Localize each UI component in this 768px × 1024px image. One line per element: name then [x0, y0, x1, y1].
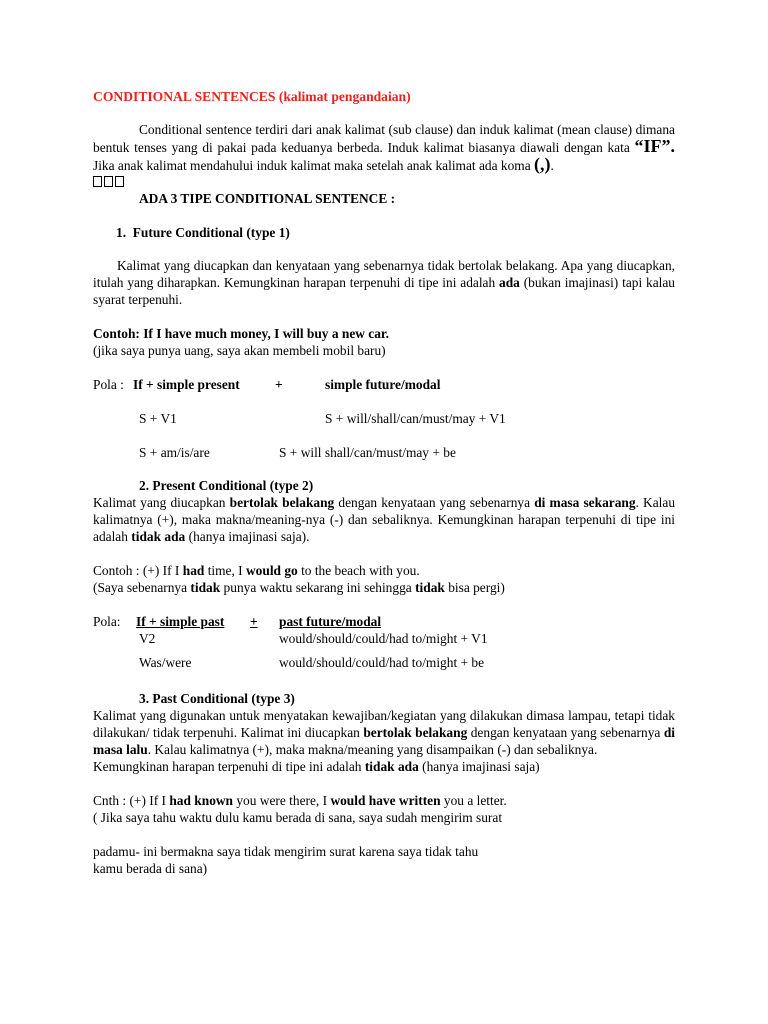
placeholder-glyphs — [93, 173, 675, 187]
type3-paragraph — [93, 707, 675, 758]
type1-pola-label: Pola : — [93, 377, 124, 392]
type3-ex-c: you a letter. — [440, 793, 507, 808]
type1-formula-row-1 — [93, 410, 675, 427]
type2-translation — [93, 579, 675, 596]
type2-ex-bold-2: would go — [246, 563, 298, 578]
type2-ex-bold-1: had — [182, 563, 205, 578]
type3-example — [93, 792, 675, 809]
type2-text-4: (hanya imajinasi saja). — [185, 529, 310, 544]
type2-text-2: dengan kenyataan yang sebenarnya — [334, 495, 535, 510]
type2-text-1: Kalimat yang diucapkan — [93, 495, 230, 510]
type1-pola-plus: + — [275, 377, 283, 392]
type2-row1-left: V2 — [139, 631, 156, 646]
type3-text-3: . Kalau kalimatnya (+), maka makna/meaning yang disampaikan (-) dan sebaliknya. — [147, 742, 598, 757]
type2-pola-right: past future/modal — [279, 614, 382, 629]
type2-bold-1: bertolak belakang — [229, 495, 335, 510]
document-page — [93, 88, 675, 877]
type2-example — [93, 562, 675, 579]
if-word: “IF”. — [634, 136, 675, 156]
type3-bold-1: bertolak belakang — [363, 725, 468, 740]
type1-text-a: Kalimat yang diucapkan dan kenyataan yang sebenarnya tidak bertolak belakang. Apa yang diucapkan, itulah yang diharapkan. Kemungkinan harapan terpenuhi di tipe ini adalah — [93, 258, 675, 290]
intro-text-1: Conditional sentence terdiri dari anak kalimat (sub clause) dan induk kalimat (mean clause) dimana bentuk tenses yang di pakai pada keduanya berbeda. Induk kalimat biasanya diawali dengan kata — [93, 122, 675, 155]
type2-tr-b: punya waktu sekarang ini sehingga — [220, 580, 416, 595]
type3-ex-bold-1: had known — [169, 793, 234, 808]
type2-pola-label: Pola: — [93, 614, 121, 629]
type3-bold-2: di masa lalu — [93, 725, 675, 757]
type1-row1-left: S + V1 — [139, 411, 177, 426]
type2-bold-2: di masa sekarang — [534, 495, 636, 510]
type3-text-1: Kalimat yang digunakan untuk menyatakan kewajiban/kegiatan yang dilakukan dimasa lampau, tetapi tidak dilakukan/ tidak terpenuhi. Kalimat ini diucapkan — [93, 708, 675, 740]
intro-end: . — [550, 158, 554, 173]
type2-text-3: . Kalau kalimatnya (+), maka makna/meaning-nya (-) dan sebaliknya. Kemungkinan harapan terpenuhi di tipe ini adalah — [93, 495, 676, 544]
type2-paragraph — [93, 494, 675, 545]
type2-row2-left: Was/were — [139, 655, 192, 670]
type2-bold-3: tidak ada — [131, 529, 186, 544]
intro-text-2: Jika anak kalimat mendahului induk kalimat maka setelah anak kalimat ada koma — [93, 158, 535, 173]
ada3-heading: ADA 3 TIPE CONDITIONAL SENTENCE : — [139, 191, 396, 206]
type1-pola-right: simple future/modal — [325, 377, 441, 392]
type1-row2-right: S + will shall/can/must/may + be — [279, 445, 456, 460]
type1-heading — [116, 224, 675, 241]
type1-row2-left: S + am/is/are — [139, 445, 210, 460]
type2-formula-row-1 — [93, 630, 675, 647]
type1-paragraph — [93, 257, 675, 308]
type3-translation-line-2: padamu- ini bermakna saya tidak mengirim surat karena saya tidak tahu — [93, 844, 479, 859]
type2-heading: 2. Present Conditional (type 2) — [139, 478, 314, 493]
type3-translation-line-1: ( Jika saya tahu waktu dulu kamu berada di sana, saya sudah mengirim surat — [93, 810, 503, 825]
document-title: CONDITIONAL SENTENCES (kalimat pengandaian) — [93, 89, 411, 104]
type1-example-translation: (jika saya punya uang, saya akan membeli mobil baru) — [93, 343, 386, 358]
type1-title: Future Conditional (type 1) — [132, 225, 290, 240]
type2-ex-b: time, I — [204, 563, 246, 578]
type2-pola-left: If + simple past — [136, 614, 225, 629]
type3-p4-c: (hanya imajinasi saja) — [418, 759, 540, 774]
type3-heading: 3. Past Conditional (type 3) — [139, 691, 295, 706]
type1-bold: ada — [499, 275, 520, 290]
type3-p4-a: Kemungkinan harapan terpenuhi di tipe ini adalah — [93, 759, 365, 774]
type2-tr-bold-2: tidak — [415, 580, 445, 595]
type2-row2-right: would/should/could/had to/might + be — [279, 655, 485, 670]
type1-pola-row — [93, 376, 675, 393]
type2-tr-a: (Saya sebenarnya — [93, 580, 191, 595]
type3-ex-b: you were there, I — [233, 793, 331, 808]
type3-p4-bold: tidak ada — [364, 759, 419, 774]
box-glyph — [104, 176, 113, 187]
type3-text-2: dengan kenyataan yang sebenarnya — [467, 725, 664, 740]
type3-ex-bold-2: would have written — [330, 793, 441, 808]
type1-text-b: (bukan imajinasi) tapi kalau syarat terpenuhi. — [93, 275, 676, 307]
comma-symbol: (,) — [534, 154, 551, 174]
type1-example: Contoh: If I have much money, I will buy a new car. — [93, 326, 389, 341]
type1-pola-left: If + simple present — [133, 377, 240, 392]
box-glyph — [115, 176, 124, 187]
type2-pola-row — [93, 613, 675, 630]
type1-row1-right: S + will/shall/can/must/may + V1 — [325, 411, 506, 426]
type2-tr-c: bisa pergi) — [444, 580, 505, 595]
intro-paragraph — [93, 121, 675, 174]
type3-translation-line-3: kamu berada di sana) — [93, 861, 208, 876]
type2-pola-plus: + — [250, 614, 258, 629]
box-glyph — [93, 176, 102, 187]
type2-ex-a: Contoh : (+) If I — [93, 563, 183, 578]
type2-ex-c: to the beach with you. — [297, 563, 420, 578]
type3-possibility — [93, 758, 675, 775]
type1-number: 1. — [116, 225, 127, 240]
type2-row1-right: would/should/could/had to/might + V1 — [279, 631, 488, 646]
type2-tr-bold-1: tidak — [190, 580, 221, 595]
type1-formula-row-2 — [93, 444, 675, 461]
type2-formula-row-2 — [93, 654, 675, 671]
type3-ex-a: Cnth : (+) If I — [93, 793, 170, 808]
